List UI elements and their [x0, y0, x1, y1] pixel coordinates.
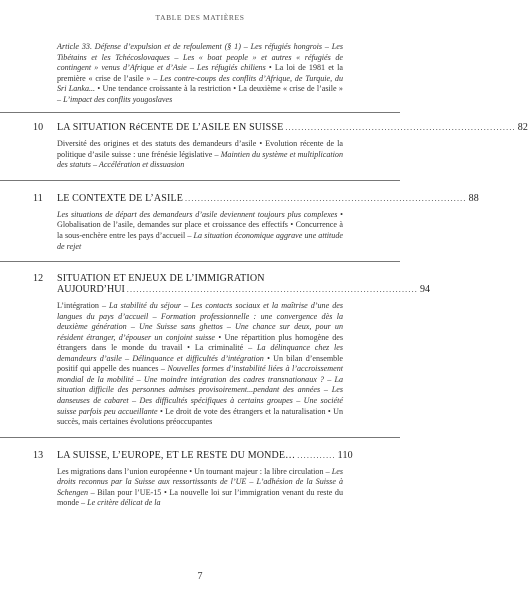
desc-segment: Le critère délicat de la — [87, 498, 161, 508]
leader-dots: ........................................................................................... — [126, 285, 418, 295]
desc-segment: • Globalisation de l’asile, demandes sur place et croissance des effectifs • Concurrence à la sous-enchère entre les pays d’accueil – — [57, 209, 344, 241]
divider — [0, 180, 400, 181]
chapter-page: 88 — [468, 192, 479, 204]
desc-segment: La stabilité du séjour – Les contacts sociaux et la maîtrise d’une des langues du pays d’accueil – Formation professionnelle : une convergence dès la deuxième génération – Une Suisse sans ghettos – Une chance sur deux, pour un résident étranger, d’épouser un conjoint suisse — [57, 301, 343, 342]
desc-segment: Diversité des origines et des statuts des demandeurs d’asile • Evolution récente de la politique d’asile suisse : une frénésie législative – — [57, 139, 343, 159]
toc-entry — [33, 449, 353, 509]
chapter-page: 94 — [419, 284, 430, 296]
chapter-title: SITUATION ET ENJEUX DE L’IMMIGRATION — [57, 273, 265, 285]
chapter-description — [57, 467, 343, 509]
desc-segment: La délinquance chez les demandeurs d’asile – Délinquance et difficultés d’intégration — [57, 343, 344, 363]
desc-segment: Les contre-coups des conflits d’Afrique, de Turquie, du Sri Lanka... — [57, 73, 343, 94]
running-head: TABLE DES MATIÈRES — [155, 13, 245, 22]
divider — [0, 112, 400, 113]
desc-segment: Les droits reconnus par la Suisse aux ressortissants de l’UE – L’adhésion de la Suisse à Schengen — [57, 466, 343, 497]
chapter-number: 13 — [33, 449, 44, 461]
toc-entry-heading — [33, 192, 479, 204]
chapter-description — [57, 210, 343, 252]
continued-description — [57, 42, 343, 105]
chapter-title: LA SITUATION RéCENTE DE L’ASILE EN SUISSE — [57, 122, 284, 134]
chapter-description — [57, 139, 343, 171]
desc-segment: • Une répartition plus homogène des étrangers dans le monde du travail • La criminalité – — [57, 332, 343, 353]
desc-segment: Les situations de départ des demandeurs d’asile deviennent toujours plus complexes — [57, 209, 338, 219]
toc-entry-heading — [33, 122, 528, 134]
toc-entry — [33, 192, 479, 252]
toc-entry-heading — [33, 273, 343, 285]
desc-segment: • La loi de 1981 et la première « crise de l’asile » – — [57, 63, 343, 83]
desc-segment: La situation économique aggrave une attitude de rejet — [57, 231, 343, 251]
toc-content — [33, 42, 528, 509]
chapter-description — [57, 301, 343, 428]
page-number: 7 — [197, 571, 203, 582]
desc-segment: Les migrations dans l’union européenne • Un tournant majeur : la libre circulation – — [57, 466, 332, 476]
desc-segment: L’intégration – — [57, 301, 110, 311]
desc-segment: Maintien du système et multiplication des statuts – Accélération et dissuasion — [57, 149, 343, 170]
chapter-page: 82 — [517, 122, 528, 134]
leader-dots: ........................................................................ — [285, 123, 516, 133]
chapter-title: LA SUISSE, L’EUROPE, ET LE RESTE DU MONDE… — [57, 449, 296, 461]
toc-entry — [33, 122, 528, 171]
chapter-page: 110 — [337, 449, 353, 461]
leader-dots: ............ — [297, 450, 336, 460]
chapter-number: 10 — [33, 122, 44, 134]
toc-entry-heading — [33, 449, 353, 461]
desc-segment: Article 33. Défense d’expulsion et de refoulement (§ 1) – Les réfugiés hongrois – Les Tibétains et les Tchécoslovaques – Les « boat people » et autres « réfugiés de contingent » venus d’Afrique et d’Asie – Les réfugiés chiliens — [57, 42, 343, 73]
desc-segment: • Un bilan d’ensemble positif qui appelle des nuances – — [57, 353, 344, 374]
desc-segment: • Le droit de vote des étrangers et la naturalisation • Un succès, mais certaines évolutions préoccupantes — [57, 406, 344, 427]
chapter-title: LE CONTEXTE DE L’ASILE — [57, 192, 183, 204]
leader-dots: ........................................................................................ — [184, 193, 467, 203]
toc-entry-heading-continued — [57, 284, 430, 296]
desc-segment: • Une tendance croissante à la restriction • La deuxième « crise de l’asile » – — [57, 84, 343, 104]
chapter-number: 12 — [33, 273, 44, 285]
toc-entry — [33, 273, 430, 428]
desc-segment: L’impact des conflits yougoslaves — [63, 94, 173, 104]
desc-segment: – Bilan pour l’UE-15 • La nouvelle loi sur l’immigration venant du reste du monde – — [57, 487, 343, 508]
divider — [0, 437, 400, 438]
chapter-number: 11 — [33, 192, 43, 204]
chapter-title-line2: AUJOURD’HUI — [57, 284, 125, 296]
divider — [0, 261, 400, 262]
desc-segment: Nouvelles formes d’instabilité liées à l’accroissement mondial de la mobilité – Une moindre intégration des cadres transnationaux ? – La situation difficile des personnes admises provisoirement...pendant des années – Les danseuses de cabaret – Des difficultés spécifiques à certains groupes – Une société suisse parfois peu accueillante — [57, 364, 343, 416]
